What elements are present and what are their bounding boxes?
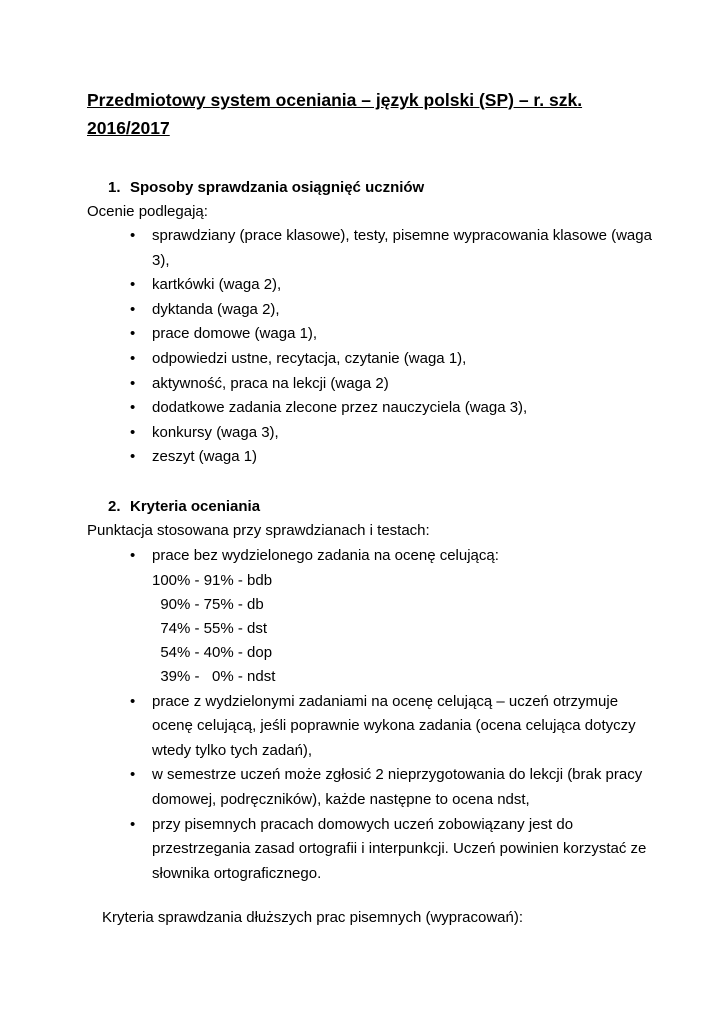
list-item: • konkursy (waga 3), xyxy=(0,421,725,446)
bullet-icon: • xyxy=(130,766,136,784)
grading-item-4: przy pisemnych pracach domowych uczeń zobowiązany jest do przestrzegania zasad ortografii i interpunkcji. Uczeń powinien korzystać ze słownika ortograficznego. xyxy=(152,815,647,882)
list-item: • prace domowe (waga 1), xyxy=(0,322,725,347)
section-1-list xyxy=(0,224,725,470)
grade-scale xyxy=(152,569,655,690)
list-item xyxy=(0,763,725,812)
grade-line: 74% - 55% - dst xyxy=(152,620,268,637)
bullet-icon: • xyxy=(130,300,136,318)
section-1-heading xyxy=(108,176,424,200)
bullet-icon: • xyxy=(130,276,136,294)
section-1-intro: Ocenie podlegają: xyxy=(87,203,208,220)
list-item: • odpowiedzi ustne, recytacja, czytanie (waga 1), xyxy=(0,347,725,372)
bullet-icon: • xyxy=(130,374,136,392)
grading-item-3: w semestrze uczeń może zgłosić 2 nieprzygotowania do lekcji (brak pracy domowej, podręczników), każde następne to ocena ndst, xyxy=(152,766,643,808)
list-item: • dodatkowe zadania zlecone przez nauczyciela (waga 3), xyxy=(0,396,725,421)
list-item xyxy=(0,544,725,690)
grading-item-2: prace z wydzielonymi zadaniami na ocenę celującą – uczeń otrzymuje ocenę celującą, jeśli poprawnie wykona zadania (ocena celująca dotyczy wtedy tylko tych zadań), xyxy=(152,692,636,759)
section-1-title: Sposoby sprawdzania osiągnięć uczniów xyxy=(130,179,425,196)
list-item: • zeszyt (waga 1) xyxy=(0,445,725,470)
section-2-heading xyxy=(108,495,260,519)
list-item: • dyktanda (waga 2), xyxy=(0,298,725,323)
list-item xyxy=(0,813,725,887)
bullet-icon: • xyxy=(130,325,136,343)
bullet-icon: • xyxy=(130,692,136,710)
section-2-footer: Kryteria sprawdzania dłuższych prac pisemnych (wypracowań): xyxy=(102,909,523,926)
list-item: • aktywność, praca na lekcji (waga 2) xyxy=(0,372,725,397)
grade-line: 90% - 75% - db xyxy=(152,595,264,613)
bullet-icon: • xyxy=(130,547,136,564)
bullet-icon: • xyxy=(130,349,136,367)
section-2-title: Kryteria oceniania xyxy=(130,498,261,515)
list-item: • sprawdziany (prace klasowe), testy, pisemne wypracowania klasowe (waga 3), xyxy=(0,224,725,273)
section-2-number: 2. xyxy=(108,498,121,515)
bullet-icon: • xyxy=(130,815,136,833)
grade-line: 100% - 91% - bdb xyxy=(152,571,273,589)
grade-line: 39% - 0% - ndst xyxy=(152,668,276,686)
document-title: Przedmiotowy system oceniania – język polski (SP) – r. szk. 2016/2017 xyxy=(87,90,583,138)
bullet-icon: • xyxy=(130,423,136,441)
section-2-intro: Punktacja stosowana przy sprawdzianach i testach: xyxy=(87,522,430,539)
grading-item-1: prace bez wydzielonego zadania na ocenę celującą: xyxy=(152,547,499,564)
section-1-number: 1. xyxy=(108,179,121,196)
grade-line: 54% - 40% - dop xyxy=(152,644,273,662)
list-item xyxy=(0,690,725,764)
bullet-icon: • xyxy=(130,448,136,466)
bullet-icon: • xyxy=(130,227,136,244)
list-item: • kartkówki (waga 2), xyxy=(0,273,725,298)
section-2-list xyxy=(0,544,725,886)
bullet-icon: • xyxy=(130,399,136,417)
